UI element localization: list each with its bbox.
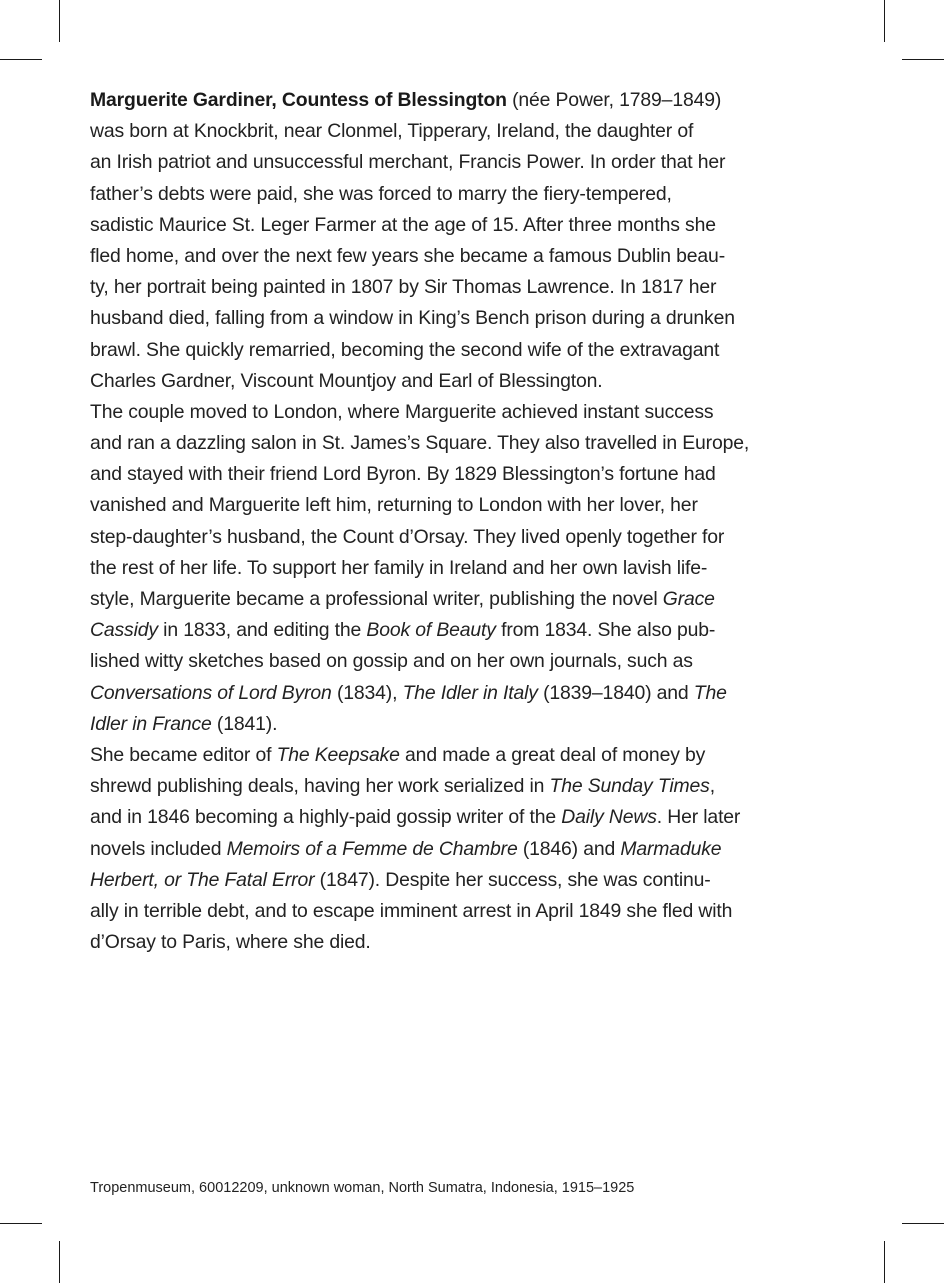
text-line: step-daughter’s husband, the Count d’Orsay. They lived openly together for	[90, 525, 725, 548]
crop-mark-top-left	[59, 0, 60, 42]
text-line: sadistic Maurice St. Leger Farmer at the age of 15. After three months she	[90, 213, 716, 236]
text-line: and in 1846 becoming a highly-paid gossip writer of the Daily News. Her later	[90, 806, 741, 829]
text-line: shrewd publishing deals, having her work serialized in The Sunday Times,	[90, 775, 715, 798]
text-line: brawl. She quickly remarried, becoming the second wife of the extravagant	[90, 338, 720, 361]
text-line: novels included Memoirs of a Femme de Chambre (1846) and Marmaduke	[90, 837, 722, 860]
text-line: Herbert, or The Fatal Error (1847). Despite her success, she was continu-	[90, 868, 711, 891]
text-line: vanished and Marguerite left him, returning to London with her lover, her	[90, 494, 698, 517]
text-line: Conversations of Lord Byron (1834), The Idler in Italy (1839–1840) and The	[90, 681, 727, 704]
text-line: was born at Knockbrit, near Clonmel, Tipperary, Ireland, the daughter of	[90, 120, 694, 143]
text-line: d’Orsay to Paris, where she died.	[90, 931, 371, 954]
subject-name: Marguerite Gardiner, Countess of Blessington	[90, 89, 507, 111]
text-line: The couple moved to London, where Marguerite achieved instant success	[90, 400, 714, 423]
text-line: Cassidy in 1833, and editing the Book of Beauty from 1834. She also pub-	[90, 619, 716, 642]
text-line: Marguerite Gardiner, Countess of Blessington (née Power, 1789–1849)	[90, 89, 722, 111]
crop-mark-left-bottom	[0, 1223, 42, 1224]
crop-mark-top-right	[884, 0, 885, 42]
text-line: style, Marguerite became a professional writer, publishing the novel Grace	[90, 588, 715, 610]
text-line: ty, her portrait being painted in 1807 by Sir Thomas Lawrence. In 1817 her	[90, 276, 717, 299]
text-line: the rest of her life. To support her family in Ireland and her own lavish life-	[90, 556, 708, 579]
text-line: and stayed with their friend Lord Byron. By 1829 Blessington’s fortune had	[90, 463, 716, 486]
crop-mark-right-top	[902, 59, 944, 60]
crop-mark-bottom-right	[884, 1241, 885, 1283]
image-caption: Tropenmuseum, 60012209, unknown woman, North Sumatra, Indonesia, 1915–1925	[90, 1180, 635, 1196]
text-line: Charles Gardner, Viscount Mountjoy and Earl of Blessington.	[90, 369, 603, 392]
crop-mark-bottom-left	[59, 1241, 60, 1283]
text-line: She became editor of The Keepsake and made a great deal of money by	[90, 743, 706, 766]
text-line: lished witty sketches based on gossip and on her own journals, such as	[90, 650, 693, 673]
text-line: an Irish patriot and unsuccessful merchant, Francis Power. In order that her	[90, 151, 726, 174]
text-line: fled home, and over the next few years she became a famous Dublin beau-	[90, 244, 725, 267]
biography-text	[90, 85, 850, 958]
text-line: Idler in France (1841).	[90, 712, 278, 735]
crop-mark-left-top	[0, 59, 42, 60]
text-line: husband died, falling from a window in King’s Bench prison during a drunken	[90, 307, 735, 330]
text-line: and ran a dazzling salon in St. James’s Square. They also travelled in Europe,	[90, 432, 750, 455]
crop-mark-right-bottom	[902, 1223, 944, 1224]
text-line: father’s debts were paid, she was forced to marry the fiery-tempered,	[90, 182, 672, 205]
text-line: ally in terrible debt, and to escape imminent arrest in April 1849 she fled with	[90, 899, 733, 922]
